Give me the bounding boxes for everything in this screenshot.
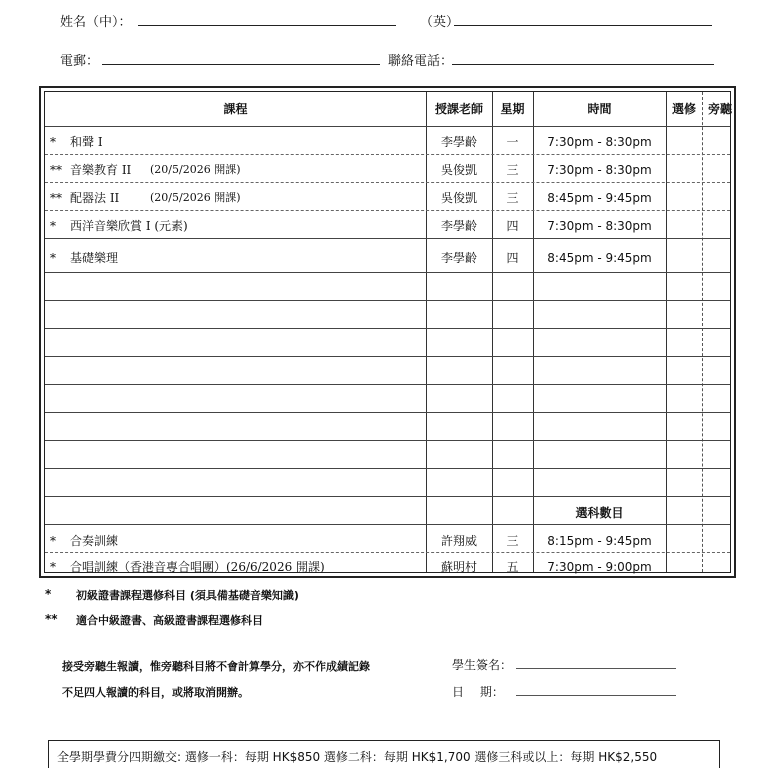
row-divider <box>45 524 730 525</box>
course-teacher: 李學齡 <box>440 251 477 265</box>
row-divider <box>45 468 730 469</box>
email-label: 電郵： <box>60 54 100 69</box>
row-divider <box>45 552 730 553</box>
row-divider <box>45 440 730 441</box>
course-name: 合奏訓練 <box>70 534 119 548</box>
col-divider <box>666 92 667 572</box>
note-marker: * <box>45 587 52 601</box>
course-teacher: 許翔威 <box>440 534 477 548</box>
header-audit: 旁聽 <box>707 102 732 116</box>
course-name: 西洋音樂欣賞 I (元素) <box>70 219 188 233</box>
row-marker: ** <box>50 191 62 205</box>
course-start-note: (20/5/2026 開課) <box>150 191 241 204</box>
note-text: 適合中級證書、高級證書課程選修科目 <box>76 614 263 627</box>
course-teacher: 李學齡 <box>440 219 477 233</box>
name-cn-field[interactable] <box>138 25 396 26</box>
course-table-inner <box>44 91 731 573</box>
course-table <box>39 86 736 578</box>
audit-note: 接受旁聽生報讀，惟旁聽科目將不會計算學分，亦不作成績記錄 <box>62 660 370 673</box>
email-field[interactable] <box>102 64 380 65</box>
course-weekday: 一 <box>506 135 519 149</box>
name-en-label: （英） <box>420 15 460 30</box>
course-time: 7:30pm - 8:30pm <box>547 219 652 233</box>
fee-text: 全學期學費分四期繳交: 選修一科：每期 HK$850 選修二科：每期 HK$1,700 選修三科或以上：每期 HK$2,550 <box>57 750 658 764</box>
row-divider <box>45 210 730 211</box>
course-weekday: 三 <box>506 191 519 205</box>
course-name: 和聲 I <box>70 135 103 149</box>
header-teacher: 授課老師 <box>434 102 483 116</box>
course-time: 7:30pm - 9:00pm <box>547 560 652 574</box>
course-weekday: 三 <box>506 163 519 177</box>
header-weekday: 星期 <box>500 102 525 116</box>
header-elective: 選修 <box>671 102 696 116</box>
row-divider <box>45 412 730 413</box>
row-divider <box>45 356 730 357</box>
course-teacher: 李學齡 <box>440 135 477 149</box>
course-weekday: 四 <box>506 251 519 265</box>
course-weekday: 四 <box>506 219 519 233</box>
row-marker: ** <box>50 163 62 177</box>
row-divider <box>45 154 730 155</box>
course-name: 合唱訓練（香港音專合唱團）(26/6/2026 開課) <box>70 560 325 574</box>
course-name: 音樂教育 II <box>70 163 132 177</box>
course-time: 8:45pm - 9:45pm <box>547 251 652 265</box>
row-marker: * <box>50 534 56 548</box>
signature-field[interactable] <box>516 668 676 669</box>
course-weekday: 五 <box>506 560 519 574</box>
note-marker: ** <box>45 612 58 626</box>
course-count-label: 選科數目 <box>575 506 624 520</box>
row-divider <box>45 496 730 497</box>
row-marker: * <box>50 560 56 574</box>
course-time: 7:30pm - 8:30pm <box>547 163 652 177</box>
row-divider <box>45 300 730 301</box>
phone-label: 聯絡電話： <box>388 54 454 69</box>
header-course: 課程 <box>223 102 248 116</box>
name-cn-label: 姓名（中）： <box>60 15 132 30</box>
cancellation-note: 不足四人報讀的科目，或將取消開辦。 <box>62 686 249 699</box>
course-time: 8:45pm - 9:45pm <box>547 191 652 205</box>
course-time: 8:15pm - 9:45pm <box>547 534 652 548</box>
row-divider <box>45 384 730 385</box>
row-marker: * <box>50 219 56 233</box>
course-time: 7:30pm - 8:30pm <box>547 135 652 149</box>
course-weekday: 三 <box>506 534 519 548</box>
col-divider <box>702 92 703 572</box>
row-marker: * <box>50 135 56 149</box>
date-label: 日 期： <box>452 685 504 699</box>
course-teacher: 吳俊凱 <box>440 191 477 205</box>
row-divider <box>45 238 730 239</box>
row-marker: * <box>50 251 56 265</box>
phone-field[interactable] <box>452 64 714 65</box>
header-time: 時間 <box>587 102 612 116</box>
course-name: 基礎樂理 <box>70 251 119 265</box>
fee-box <box>48 740 720 768</box>
course-teacher: 吳俊凱 <box>440 163 477 177</box>
course-teacher: 蘇明村 <box>440 560 477 574</box>
date-field[interactable] <box>516 695 676 696</box>
name-en-field[interactable] <box>454 25 712 26</box>
row-divider <box>45 328 730 329</box>
course-name: 配器法 II <box>70 191 120 205</box>
row-divider <box>45 272 730 273</box>
row-divider <box>45 182 730 183</box>
course-start-note: (20/5/2026 開課) <box>150 163 241 176</box>
row-divider <box>45 126 730 127</box>
note-text: 初級證書課程選修科目 (須具備基礎音樂知識) <box>76 589 299 602</box>
signature-label: 學生簽名： <box>452 658 513 672</box>
